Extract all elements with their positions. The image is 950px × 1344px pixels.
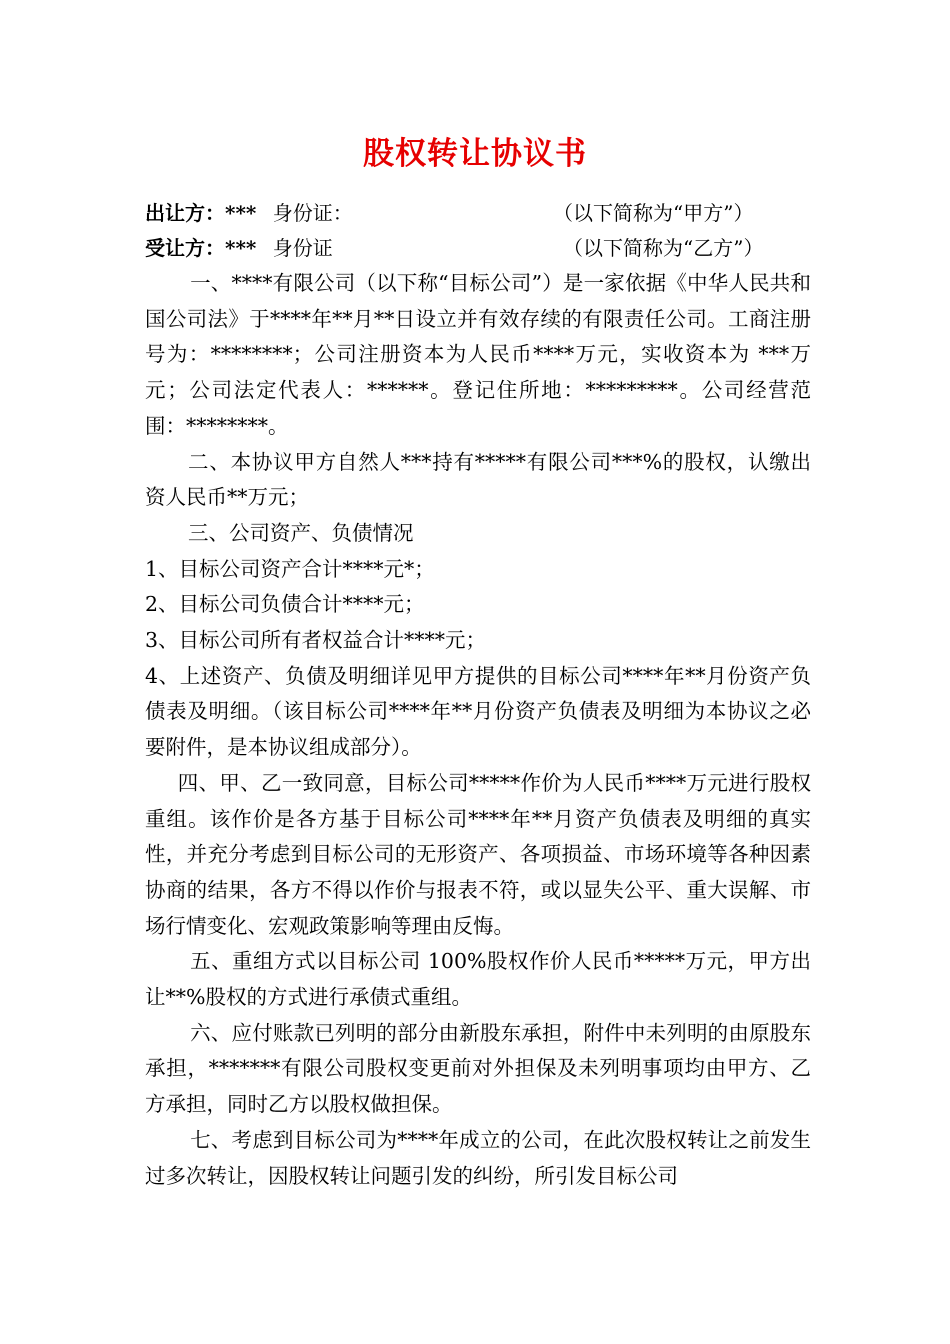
paragraph-clause-6: 六、应付账款已列明的部分由新股东承担，附件中未列明的由原股东承担，*******有限公司股权变更前对外担保及未列明事项均由甲方、乙方承担，同时乙方以股权做担保。 [145,1020,811,1117]
transferor-note: （以下简称为“甲方”） [553,201,754,225]
transferor-line [145,196,825,230]
paragraph-clause-4: 四、甲、乙一致同意，目标公司*****作价为人民币****万元进行股权重组。该作价是各方基于目标公司****年**月资产负债表及明细的真实性，并充分考虑到目标公司的无形资产、各项损益、市场环境等各种因素协商的结果，各方不得以作价与报表不符，或以显失公平、重大误解、市场行情变化、宏观政策影响等理由反悔。 [145,770,811,938]
transferor-id-label: 身份证： [272,201,353,225]
transferee-id-label: 身份证 [272,236,333,260]
paragraph-item-4: 4、上述资产、负债及明细详见甲方提供的目标公司****年**月份资产负债表及明细。（该目标公司****年**月份资产负债表及明细为本协议之必要附件，是本协议组成部分）。 [145,663,811,760]
paragraph-clause-1: 一、****有限公司（以下称“目标公司”）是一家依据《中华人民共和国公司法》于****年**月**日设立并有效存续的有限责任公司。工商注册号为：********；公司注册资本为人民币****万元，实收资本为 ***万元；公司法定代表人：******。登记住所地：*********。公司经营范围：********。 [145,271,811,438]
transferee-note: （以下简称为“乙方”） [563,236,764,260]
paragraph-item-3: 3、目标公司所有者权益合计****元； [145,628,487,653]
transferee-label: 受让方：*** [145,236,257,260]
paragraph-clause-3: 三、公司资产、负债情况 [188,520,414,545]
paragraph-clause-2: 二、本协议甲方自然人***持有*****有限公司***%的股权，认缴出资人民币**万元； [145,449,811,510]
transferor-label: 出让方：*** [145,201,257,225]
paragraph-clause-5: 五、重组方式以目标公司 100%股权作价人民币*****万元，甲方出让**%股权的方式进行承债式重组。 [145,949,811,1010]
paragraph-item-1: 1、目标公司资产合计****元*； [145,556,435,581]
document-title: 股权转让协议书 [363,136,587,172]
paragraph-item-2: 2、目标公司负债合计****元； [145,592,425,617]
transferee-line [145,231,825,265]
document-body [145,266,811,1194]
paragraph-clause-7: 七、考虑到目标公司为****年成立的公司，在此次股权转让之前发生过多次转让，因股权转让问题引发的纠纷，所引发目标公司 [145,1127,811,1188]
